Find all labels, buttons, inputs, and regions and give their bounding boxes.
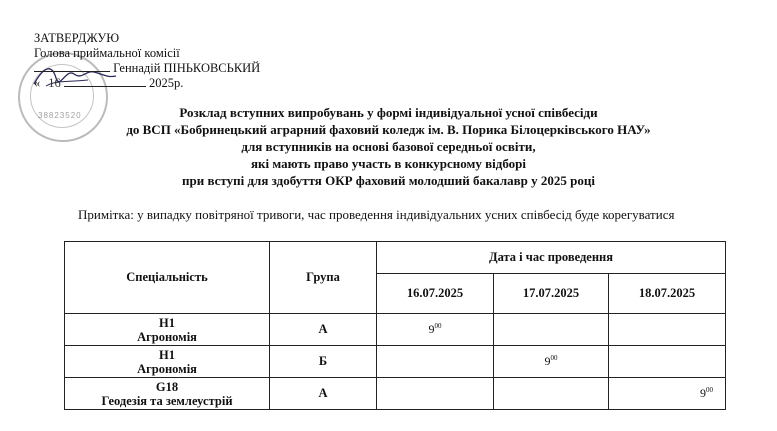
header-group: Група [270, 242, 377, 314]
time-cell: $9^{00}$ [494, 346, 609, 378]
schedule-table [64, 241, 726, 410]
header-datetime: Дата і час проведення [377, 242, 726, 274]
time-cell [609, 346, 726, 378]
header-date-2: 17.07.2025 [494, 274, 609, 314]
approval-year: 2025р. [149, 76, 184, 90]
group-cell: А [270, 314, 377, 346]
page-title: Розклад вступних випробувань у формі індивідуальної усної співбесіди до ВСП «Бобринецький аграрний фаховий коледж ім. В. Порика Білоцерківського НАУ» для вступників на основі базової середньої освіти, які мають право участь в конкурсному відборі при вступі для здобуття ОКР фаховий молодший бакалавр у 2025 році [126, 105, 651, 188]
time-cell [494, 314, 609, 346]
air-raid-note: Примітка: у випадку повітряної тривоги, час проведення індивідуальних усних співбесід буде корегуватися [78, 207, 675, 222]
table-row [65, 346, 726, 378]
approver-position: Голова приймальної комісії [34, 46, 180, 60]
specialty-cell: G18 Геодезія та землеустрій [65, 378, 270, 410]
approver-signature-line [22, 61, 260, 76]
approver-name: Геннадій ПІНЬКОВСЬКИЙ [113, 61, 261, 75]
specialty-cell: Н1 Агрономія [65, 346, 270, 378]
specialty-cell: Н1 Агрономія [65, 314, 270, 346]
time-cell [494, 378, 609, 410]
time-cell: $9^{00}$ [609, 378, 726, 410]
time-cell [377, 378, 494, 410]
header-specialty: Спеціальність [65, 242, 270, 314]
approval-day: 16 [48, 76, 61, 90]
time-cell [609, 314, 726, 346]
time-cell: $9^{00}$ [377, 314, 494, 346]
group-cell: Б [270, 346, 377, 378]
approve-label: ЗАТВЕРДЖУЮ [34, 31, 120, 45]
approval-block [22, 31, 260, 91]
header-date-3: 18.07.2025 [609, 274, 726, 314]
table-row [65, 314, 726, 346]
header-date-1: 16.07.2025 [377, 274, 494, 314]
approval-date: « 16 2025р. [34, 76, 184, 90]
stamp-code: 38823520 [38, 111, 82, 120]
table-row [65, 378, 726, 410]
group-cell: А [270, 378, 377, 410]
time-cell [377, 346, 494, 378]
